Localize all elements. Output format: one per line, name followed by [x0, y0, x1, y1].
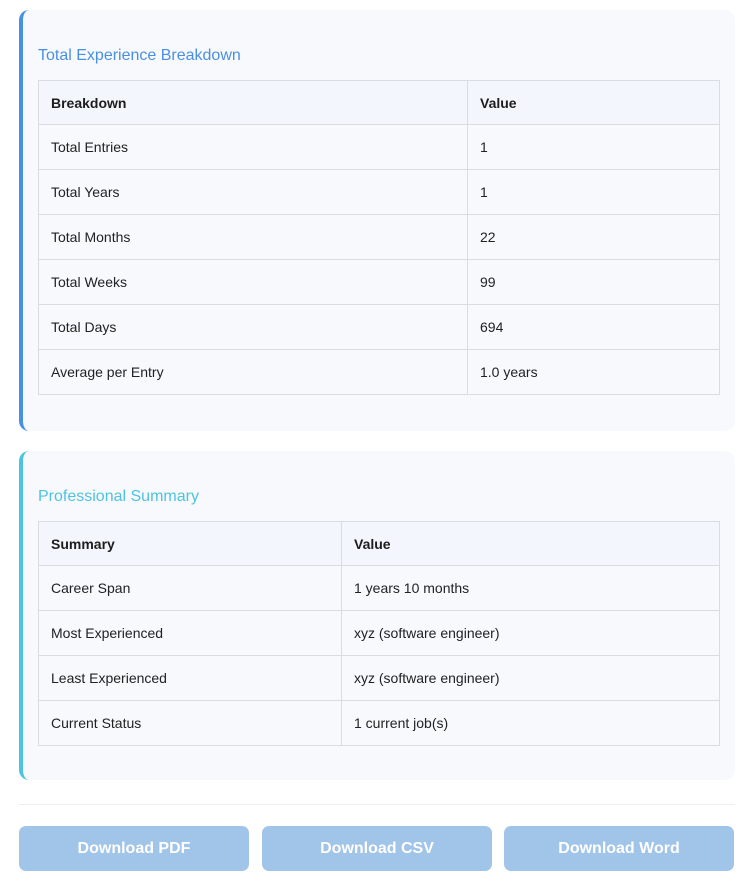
table-row: [39, 125, 720, 170]
row-value: 1: [468, 170, 720, 215]
table-header-row: [39, 81, 720, 125]
row-value: 1.0 years: [468, 350, 720, 395]
row-label: Total Days: [39, 305, 468, 350]
table-header-row: [39, 522, 720, 566]
professional-summary-title: Professional Summary: [38, 488, 199, 505]
table-row: [39, 305, 720, 350]
table-row: [39, 170, 720, 215]
row-label: Average per Entry: [39, 350, 468, 395]
row-value: xyz (software engineer): [342, 656, 720, 701]
section-divider: [19, 804, 735, 805]
experience-breakdown-table: [38, 80, 720, 395]
row-value: 694: [468, 305, 720, 350]
row-label: Most Experienced: [39, 611, 342, 656]
row-value: xyz (software engineer): [342, 611, 720, 656]
row-label: Current Status: [39, 701, 342, 746]
download-csv-button[interactable]: Download CSV: [262, 826, 492, 871]
column-header-value: Value: [342, 522, 720, 566]
table-row: [39, 215, 720, 260]
table-row: [39, 611, 720, 656]
table-row: [39, 350, 720, 395]
row-label: Total Months: [39, 215, 468, 260]
row-label: Total Weeks: [39, 260, 468, 305]
row-label: Total Years: [39, 170, 468, 215]
experience-breakdown-title: Total Experience Breakdown: [38, 47, 241, 64]
table-row: [39, 701, 720, 746]
column-header-value: Value: [468, 81, 720, 125]
table-row: [39, 260, 720, 305]
professional-summary-table: [38, 521, 720, 746]
row-value: 22: [468, 215, 720, 260]
professional-summary-card: [19, 451, 735, 780]
row-value: 1 current job(s): [342, 701, 720, 746]
experience-breakdown-card: [19, 10, 735, 431]
column-header-breakdown: Breakdown: [39, 81, 468, 125]
row-value: 1: [468, 125, 720, 170]
row-label: Least Experienced: [39, 656, 342, 701]
row-label: Total Entries: [39, 125, 468, 170]
download-pdf-button[interactable]: Download PDF: [19, 826, 249, 871]
row-value: 99: [468, 260, 720, 305]
download-word-button[interactable]: Download Word: [504, 826, 734, 871]
column-header-summary: Summary: [39, 522, 342, 566]
table-row: [39, 656, 720, 701]
row-value: 1 years 10 months: [342, 566, 720, 611]
row-label: Career Span: [39, 566, 342, 611]
table-row: [39, 566, 720, 611]
